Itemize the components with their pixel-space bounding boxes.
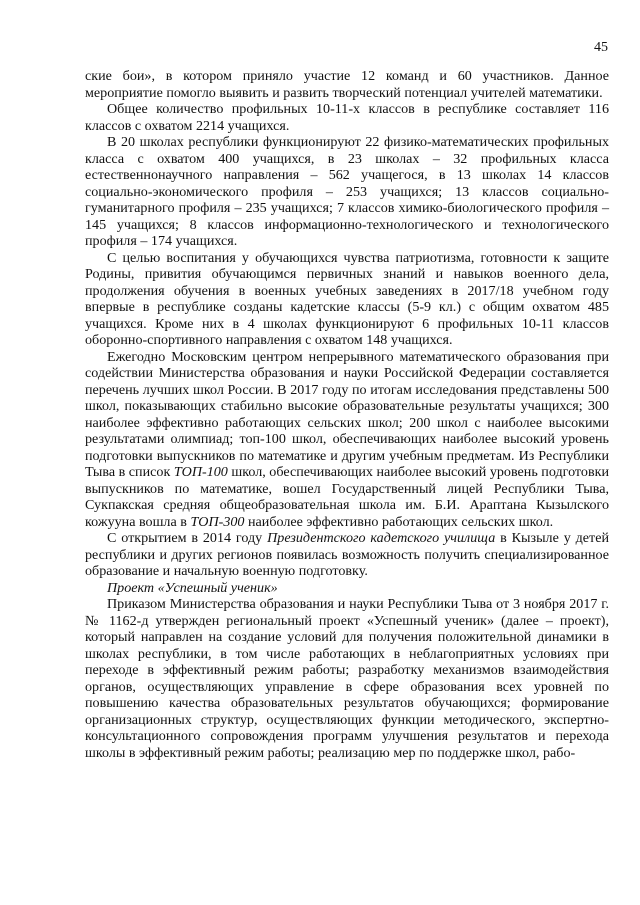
paragraph-2: Общее количество профильных 10-11-х классов в республике составляет 116 классов с охватом 2214 учащихся. (85, 101, 609, 134)
paragraph-5 (85, 349, 609, 531)
paragraph-5-text-c: школ, обеспечивающих наиболее высокий уровень подготовки выпускников по математике, вошел Государственный лицей Республики Тыва, Сукпакская средняя общеобразовательная школа им. Б.И. Арaптана Кызылского кожууна вошла в (85, 464, 609, 530)
paragraph-5-top100: ТОП-100 (173, 464, 228, 480)
paragraph-5-top300: ТОП-300 (190, 513, 245, 530)
document-body (85, 68, 609, 761)
paragraph-1: ские бои», в котором приняло участие 12 команд и 60 участников. Данное мероприятие помогло выявить и развить творческий потенциал учителей математики. (85, 68, 609, 101)
paragraph-3: В 20 школах республики функционируют 22 физико-математических профильных класса с охватом 400 учащихся, в 23 школах – 32 профильных класса естественнонаучного направления – 562 учащегося, в 13 школах 14 классов социально-экономического профиля – 253 учащихся; 13 классов социально-гуманитарного профиля – 235 учащихся; 7 классов химико-биологического профиля – 145 учащихся; 8 классов информационно-технологического и технологического профиля – 174 учащихся. (85, 134, 609, 249)
paragraph-6-text-c: в Кызыле у детей республики и других регионов появилась возможность получить специализированное образование и начальную военную подготовку. (85, 530, 609, 579)
paragraph-7: Приказом Министерства образования и науки Республики Тыва от 3 ноября 2017 г. № 1162-д утвержден региональный проект «Успешный ученик» (далее – проект), который направлен на создание условий для получения положительной динамики в школах республики, в том числе работающих в неблагоприятных условиях при переходе в эффективный режим работы; разработку механизмов взаимодействия органов, осуществляющих управление в сфере образования всех уровней по повышению качества образовательных результатов обучающихся; формирование организационных структур, осуществляющих функции методического, экспертно-консультационного сопровождения программ улучшения результатов и перехода школы в эффективный режим работы; реализацию мер по поддержке школ, рабо- (85, 596, 609, 761)
paragraph-6-text-a: С открытием в 2014 году (107, 530, 268, 546)
paragraph-6-cadet-school: Президентского кадетского училища (267, 530, 496, 546)
paragraph-4: С целью воспитания у обучающихся чувства патриотизма, готовности к защите Родины, привития обучающимся первичных знаний и навыков военного дела, продолжения обучения в военных учебных заведениях в 2017/18 учебном году впервые в республике созданы кадетские классы (5-9 кл.) с общим охватом 485 учащихся. Кроме них в 4 школах функционируют 6 профильных 10-11 классов оборонно-спортивного направления с охватом 148 учащихся. (85, 249, 609, 348)
page-number: 45 (594, 40, 608, 55)
paragraph-5-text-a: Ежегодно Московским центром непрерывного математического образования при содействии Министерства образования и науки Российской Федерации составляется перечень лучших школ России. В 2017 году по итогам исследования представлены 500 школ, показывающих стабильно высокие образовательные результаты учащихся; 300 наиболее эффективно работающих сельских школ; 200 школ с наиболее высокими результатами олимпиад; топ-100 школ, обеспечивающих наиболее высокий уровень подготовки выпускников по математике и другим учебным предметам. Из Республики Тыва в список (85, 348, 609, 480)
paragraph-6 (85, 530, 609, 580)
section-heading: Проект «Успешный ученик» (107, 579, 278, 596)
paragraph-5-text-e: наиболее эффективно работающих сельских школ. (244, 513, 554, 530)
